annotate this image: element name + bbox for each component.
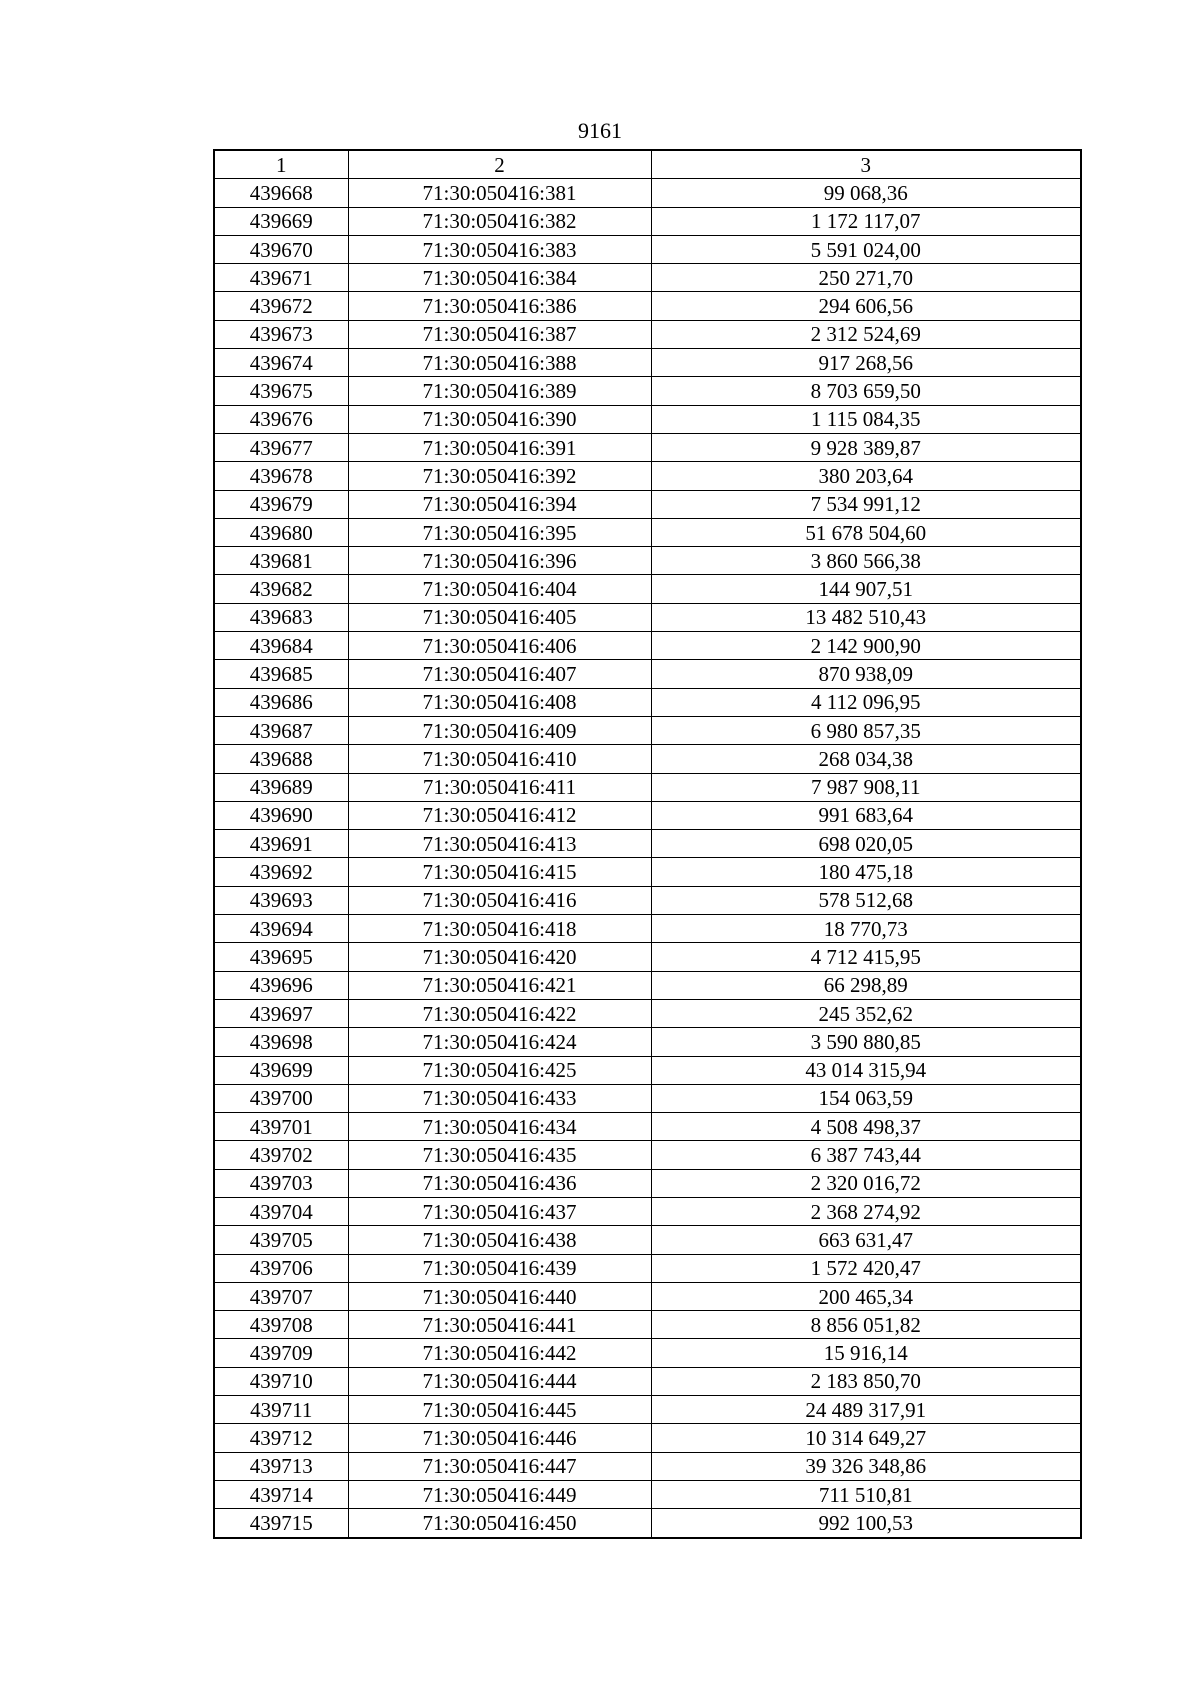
record-number-cell: 439714 [214,1480,348,1508]
cadastral-number-cell: 71:30:050416:383 [348,235,651,263]
record-number-cell: 439705 [214,1226,348,1254]
cadastral-number-cell: 71:30:050416:442 [348,1339,651,1367]
table-row [214,971,1081,999]
record-number-cell: 439670 [214,235,348,263]
record-number-cell: 439702 [214,1141,348,1169]
value-cell: 8 856 051,82 [651,1311,1081,1339]
table-row [214,575,1081,603]
cadastral-number-cell: 71:30:050416:445 [348,1396,651,1424]
table-row [214,405,1081,433]
cadastral-number-cell: 71:30:050416:444 [348,1367,651,1395]
cadastral-number-cell: 71:30:050416:439 [348,1254,651,1282]
cadastral-number-cell: 71:30:050416:406 [348,632,651,660]
cadastral-number-cell: 71:30:050416:389 [348,377,651,405]
table-row [214,264,1081,292]
table-row [214,1367,1081,1395]
record-number-cell: 439694 [214,915,348,943]
value-cell: 4 712 415,95 [651,943,1081,971]
table-row [214,1084,1081,1112]
table-row [214,999,1081,1027]
cadastral-number-cell: 71:30:050416:441 [348,1311,651,1339]
value-cell: 15 916,14 [651,1339,1081,1367]
cadastral-number-cell: 71:30:050416:410 [348,745,651,773]
table-body [214,179,1081,1538]
cadastral-number-cell: 71:30:050416:412 [348,801,651,829]
page-number: 9161 [578,118,622,143]
table-row [214,1480,1081,1508]
record-number-cell: 439707 [214,1282,348,1310]
value-cell: 2 368 274,92 [651,1197,1081,1225]
record-number-cell: 439680 [214,518,348,546]
value-cell: 663 631,47 [651,1226,1081,1254]
value-cell: 10 314 649,27 [651,1424,1081,1452]
cadastral-number-cell: 71:30:050416:420 [348,943,651,971]
record-number-cell: 439674 [214,349,348,377]
value-cell: 1 172 117,07 [651,207,1081,235]
column-header-3: 3 [651,150,1081,179]
record-number-cell: 439689 [214,773,348,801]
cadastral-number-cell: 71:30:050416:409 [348,716,651,744]
record-number-cell: 439675 [214,377,348,405]
cadastral-number-cell: 71:30:050416:411 [348,773,651,801]
cadastral-number-cell: 71:30:050416:416 [348,886,651,914]
table-row [214,349,1081,377]
table-row [214,716,1081,744]
record-number-cell: 439673 [214,320,348,348]
value-cell: 6 387 743,44 [651,1141,1081,1169]
cadastral-number-cell: 71:30:050416:436 [348,1169,651,1197]
value-cell: 4 508 498,37 [651,1113,1081,1141]
value-cell: 2 142 900,90 [651,632,1081,660]
table-row [214,292,1081,320]
table-row [214,886,1081,914]
table-row [214,745,1081,773]
value-cell: 1 572 420,47 [651,1254,1081,1282]
value-cell: 180 475,18 [651,858,1081,886]
value-cell: 24 489 317,91 [651,1396,1081,1424]
table-row [214,518,1081,546]
cadastral-number-cell: 71:30:050416:391 [348,433,651,461]
value-cell: 99 068,36 [651,179,1081,207]
table-row [214,1169,1081,1197]
table-row [214,462,1081,490]
cadastral-number-cell: 71:30:050416:434 [348,1113,651,1141]
record-number-cell: 439692 [214,858,348,886]
record-number-cell: 439699 [214,1056,348,1084]
record-number-cell: 439701 [214,1113,348,1141]
cadastral-number-cell: 71:30:050416:422 [348,999,651,1027]
value-cell: 9 928 389,87 [651,433,1081,461]
value-cell: 3 860 566,38 [651,547,1081,575]
value-cell: 268 034,38 [651,745,1081,773]
value-cell: 2 320 016,72 [651,1169,1081,1197]
record-number-cell: 439684 [214,632,348,660]
record-number-cell: 439712 [214,1424,348,1452]
record-number-cell: 439709 [214,1339,348,1367]
value-cell: 8 703 659,50 [651,377,1081,405]
value-cell: 154 063,59 [651,1084,1081,1112]
cadastral-number-cell: 71:30:050416:408 [348,688,651,716]
table-row [214,1424,1081,1452]
table-row [214,858,1081,886]
table-row [214,235,1081,263]
cadastral-number-cell: 71:30:050416:407 [348,660,651,688]
record-number-cell: 439715 [214,1509,348,1538]
table-row [214,1396,1081,1424]
cadastral-number-cell: 71:30:050416:415 [348,858,651,886]
cadastral-number-cell: 71:30:050416:421 [348,971,651,999]
cadastral-number-cell: 71:30:050416:382 [348,207,651,235]
record-number-cell: 439678 [214,462,348,490]
record-number-cell: 439681 [214,547,348,575]
table-row [214,801,1081,829]
record-number-cell: 439691 [214,830,348,858]
table-row [214,1282,1081,1310]
table-row [214,1339,1081,1367]
record-number-cell: 439704 [214,1197,348,1225]
cadastral-number-cell: 71:30:050416:418 [348,915,651,943]
table-row [214,1028,1081,1056]
value-cell: 991 683,64 [651,801,1081,829]
cadastral-number-cell: 71:30:050416:386 [348,292,651,320]
value-cell: 4 112 096,95 [651,688,1081,716]
value-cell: 3 590 880,85 [651,1028,1081,1056]
cadastral-number-cell: 71:30:050416:425 [348,1056,651,1084]
value-cell: 18 770,73 [651,915,1081,943]
table-row [214,1197,1081,1225]
cadastral-number-cell: 71:30:050416:381 [348,179,651,207]
cadastral-number-cell: 71:30:050416:438 [348,1226,651,1254]
cadastral-number-cell: 71:30:050416:387 [348,320,651,348]
cadastral-number-cell: 71:30:050416:424 [348,1028,651,1056]
record-number-cell: 439677 [214,433,348,461]
record-number-cell: 439679 [214,490,348,518]
cadastral-number-cell: 71:30:050416:395 [348,518,651,546]
record-number-cell: 439683 [214,603,348,631]
table-row [214,773,1081,801]
record-number-cell: 439708 [214,1311,348,1339]
value-cell: 294 606,56 [651,292,1081,320]
table-row [214,1113,1081,1141]
cadastral-number-cell: 71:30:050416:405 [348,603,651,631]
value-cell: 43 014 315,94 [651,1056,1081,1084]
table-row [214,377,1081,405]
value-cell: 1 115 084,35 [651,405,1081,433]
cadastral-number-cell: 71:30:050416:413 [348,830,651,858]
record-number-cell: 439696 [214,971,348,999]
record-number-cell: 439698 [214,1028,348,1056]
cadastral-number-cell: 71:30:050416:437 [348,1197,651,1225]
table-row [214,207,1081,235]
table-row [214,1311,1081,1339]
record-number-cell: 439688 [214,745,348,773]
cadastral-number-cell: 71:30:050416:394 [348,490,651,518]
value-cell: 992 100,53 [651,1509,1081,1538]
value-cell: 7 534 991,12 [651,490,1081,518]
table-row [214,1226,1081,1254]
table-row [214,1254,1081,1282]
value-cell: 698 020,05 [651,830,1081,858]
table-row [214,1056,1081,1084]
cadastral-number-cell: 71:30:050416:404 [348,575,651,603]
value-cell: 711 510,81 [651,1480,1081,1508]
value-cell: 380 203,64 [651,462,1081,490]
record-number-cell: 439685 [214,660,348,688]
value-cell: 2 312 524,69 [651,320,1081,348]
record-number-cell: 439695 [214,943,348,971]
record-number-cell: 439710 [214,1367,348,1395]
cadastral-number-cell: 71:30:050416:433 [348,1084,651,1112]
value-cell: 5 591 024,00 [651,235,1081,263]
value-cell: 870 938,09 [651,660,1081,688]
table-row [214,1141,1081,1169]
record-number-cell: 439676 [214,405,348,433]
record-number-cell: 439697 [214,999,348,1027]
table-row [214,1509,1081,1538]
value-cell: 51 678 504,60 [651,518,1081,546]
table-row [214,433,1081,461]
table-row [214,603,1081,631]
record-number-cell: 439669 [214,207,348,235]
table-header-row [214,150,1081,179]
table-row [214,632,1081,660]
value-cell: 13 482 510,43 [651,603,1081,631]
table-row [214,660,1081,688]
table-row [214,179,1081,207]
value-cell: 6 980 857,35 [651,716,1081,744]
record-number-cell: 439711 [214,1396,348,1424]
column-header-1: 1 [214,150,348,179]
value-cell: 7 987 908,11 [651,773,1081,801]
record-number-cell: 439686 [214,688,348,716]
record-number-cell: 439682 [214,575,348,603]
cadastral-number-cell: 71:30:050416:384 [348,264,651,292]
table-row [214,688,1081,716]
cadastral-number-cell: 71:30:050416:396 [348,547,651,575]
record-number-cell: 439703 [214,1169,348,1197]
column-header-2: 2 [348,150,651,179]
table-row [214,547,1081,575]
cadastral-number-cell: 71:30:050416:388 [348,349,651,377]
cadastral-number-cell: 71:30:050416:446 [348,1424,651,1452]
cadastral-number-cell: 71:30:050416:449 [348,1480,651,1508]
record-number-cell: 439672 [214,292,348,320]
table-row [214,915,1081,943]
record-number-cell: 439700 [214,1084,348,1112]
record-number-cell: 439693 [214,886,348,914]
record-number-cell: 439713 [214,1452,348,1480]
cadastral-number-cell: 71:30:050416:390 [348,405,651,433]
record-number-cell: 439690 [214,801,348,829]
value-cell: 39 326 348,86 [651,1452,1081,1480]
table-row [214,830,1081,858]
table-row [214,943,1081,971]
value-cell: 66 298,89 [651,971,1081,999]
cadastral-number-cell: 71:30:050416:392 [348,462,651,490]
value-cell: 144 907,51 [651,575,1081,603]
record-number-cell: 439671 [214,264,348,292]
table-row [214,320,1081,348]
cadastral-number-cell: 71:30:050416:435 [348,1141,651,1169]
cadastral-number-cell: 71:30:050416:440 [348,1282,651,1310]
value-cell: 578 512,68 [651,886,1081,914]
record-number-cell: 439706 [214,1254,348,1282]
value-cell: 917 268,56 [651,349,1081,377]
table-row [214,490,1081,518]
data-table [213,149,1082,1539]
record-number-cell: 439668 [214,179,348,207]
value-cell: 200 465,34 [651,1282,1081,1310]
cadastral-number-cell: 71:30:050416:447 [348,1452,651,1480]
value-cell: 2 183 850,70 [651,1367,1081,1395]
cadastral-number-cell: 71:30:050416:450 [348,1509,651,1538]
value-cell: 245 352,62 [651,999,1081,1027]
value-cell: 250 271,70 [651,264,1081,292]
record-number-cell: 439687 [214,716,348,744]
table-row [214,1452,1081,1480]
